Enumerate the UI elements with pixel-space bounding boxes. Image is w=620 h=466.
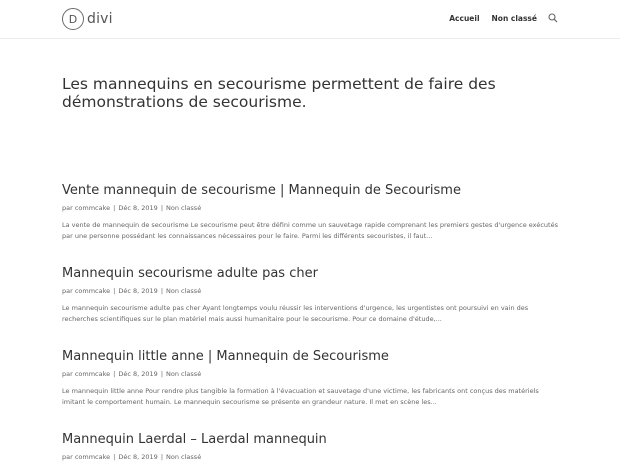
post-meta: par commcake | Déc 8, 2019 | Non classé — [62, 287, 202, 295]
logo-mark: D — [62, 8, 84, 30]
post-date: Déc 8, 2019 — [118, 204, 158, 212]
post-meta: par commcake | Déc 8, 2019 | Non classé — [62, 204, 202, 212]
nav-item-non-classe[interactable]: Non classé — [491, 13, 537, 23]
post-category[interactable]: Non classé — [166, 204, 202, 212]
main-nav — [437, 13, 558, 23]
post-date: Déc 8, 2019 — [118, 287, 158, 295]
post-meta: par commcake | Déc 8, 2019 | Non classé — [62, 453, 202, 461]
post-author[interactable]: par commcake — [62, 204, 111, 212]
post-item — [62, 183, 562, 241]
post-item — [62, 266, 562, 324]
post-title[interactable]: Mannequin Laerdal – Laerdal mannequin — [62, 432, 327, 447]
post-item — [62, 432, 562, 462]
post-date: Déc 8, 2019 — [118, 453, 158, 461]
post-excerpt: La vente de mannequin de secourisme Le secourisme peut être défini comme un sauvetage rapide comprenant les premiers gestes d'urgence exécutés par une personne possédant les connaissances nécessaires pour le faire. Parmi les différents secouristes, il faut... — [62, 221, 558, 240]
post-category[interactable]: Non classé — [166, 287, 202, 295]
post-excerpt: Le mannequin secourisme adulte pas cher Ayant longtemps voulu réussir les interventions d'urgence, les urgentistes ont poursuivi en vain des recherches scientifiques sur le plan matériel mais aussi humanitaire pour le secourisme. Pour ce domaine d'étude,... — [62, 304, 529, 323]
post-author[interactable]: par commcake — [62, 370, 111, 378]
post-date: Déc 8, 2019 — [118, 370, 158, 378]
post-category[interactable]: Non classé — [166, 370, 202, 378]
post-excerpt: Le mannequin little anne Pour rendre plus tangible la formation à l'évacuation et sauvetage d'une victime, les fabricants ont conçus des matériels imitant le comportement humain. Le mannequin secourisme se présente en grandeur nature. Il met en scène les... — [62, 387, 539, 406]
nav-item-accueil[interactable]: Accueil — [449, 13, 480, 23]
site-logo[interactable] — [62, 8, 113, 30]
post-title[interactable]: Mannequin secourisme adulte pas cher — [62, 266, 318, 281]
post-meta: par commcake | Déc 8, 2019 | Non classé — [62, 370, 202, 378]
post-title[interactable]: Mannequin little anne | Mannequin de Secourisme — [62, 349, 389, 364]
post-item — [62, 349, 562, 407]
post-title[interactable]: Vente mannequin de secourisme | Mannequin de Secourisme — [62, 183, 461, 198]
post-author[interactable]: par commcake — [62, 453, 111, 461]
logo-text: divi — [87, 11, 113, 27]
post-category[interactable]: Non classé — [166, 453, 202, 461]
page-intro: Les mannequins en secourisme permettent de faire des démonstrations de secourisme. — [62, 75, 496, 111]
site-header — [0, 0, 620, 39]
post-author[interactable]: par commcake — [62, 287, 111, 295]
search-icon[interactable] — [548, 13, 558, 23]
